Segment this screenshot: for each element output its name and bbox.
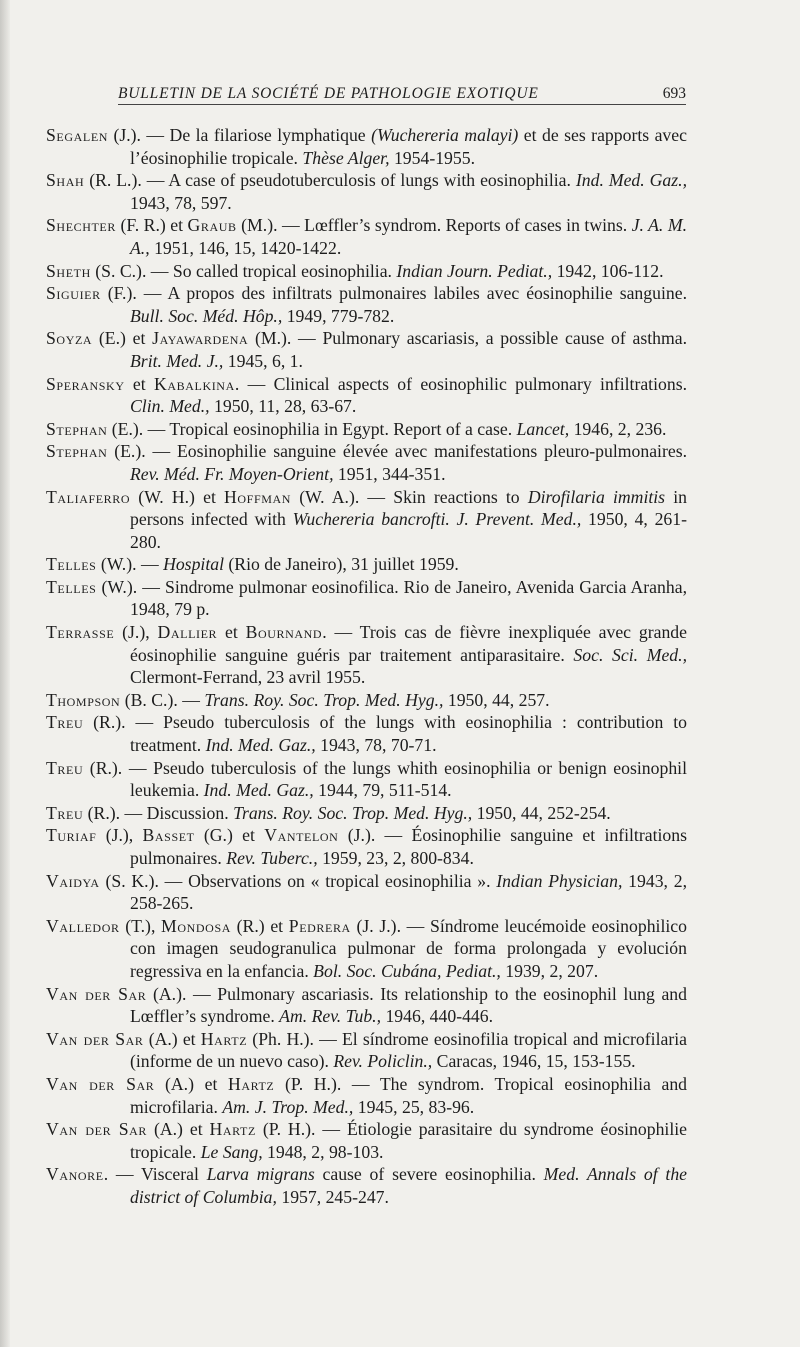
reference-entry — [46, 711, 687, 756]
reference-journal: Clin. Med., — [130, 396, 210, 417]
reference-text: 1950, 44, 257. — [443, 689, 550, 710]
reference-entry — [46, 757, 687, 802]
reference-author: Sheth — [46, 260, 91, 281]
reference-text: 1946, 440-446. — [381, 1006, 494, 1027]
reference-text: (E.). — Tropical eosinophilia in Egypt. Report of a case. — [107, 418, 517, 439]
reference-entry — [46, 124, 687, 169]
reference-journal: Bol. Soc. Cubána, Pediat., — [313, 960, 501, 981]
reference-text: . — Trois cas de fièvre inexpliquée avec grande éosinophilie sanguine guéris par traitement antiparasitaire. — [130, 622, 687, 665]
reference-text: 1945, 25, 83-96. — [353, 1096, 475, 1117]
reference-text: (J.), — [114, 622, 158, 643]
reference-text: (J. J.). — Síndrome leucémoide eosinophilico con imagen seudogranulica pulmonar de forma prolongada y evolución regressiva en la enfancia. — [130, 915, 687, 981]
reference-author: Hoffman — [224, 486, 292, 507]
reference-entry — [46, 486, 687, 554]
reference-text: 1950, 4, 261-280. — [130, 509, 687, 552]
reference-entry — [46, 440, 687, 485]
reference-text: et — [124, 373, 154, 394]
reference-entry — [46, 1073, 687, 1118]
reference-entry — [46, 1163, 687, 1208]
reference-author: Thompson — [46, 689, 121, 710]
reference-text: (A.) et — [143, 1028, 201, 1049]
reference-text: (P. H.). — Étiologie parasitaire du syndrome éosinophilie tropicale. — [130, 1119, 688, 1162]
reference-entry — [46, 802, 687, 825]
reference-entry — [46, 282, 687, 327]
reference-author: Stephan — [46, 441, 108, 462]
reference-author: Vaidya — [46, 870, 100, 891]
reference-text: 1950, 44, 252-254. — [472, 802, 611, 823]
reference-author: Telles — [46, 576, 97, 597]
reference-author: Dallier — [157, 622, 218, 643]
reference-text: (F.). — A propos des infiltrats pulmonaires labiles avec éosinophilie sanguine. — [100, 283, 687, 304]
reference-author: Van der Sar — [46, 1073, 155, 1094]
reference-text: (R.). — Pseudo tuberculosis of the lungs with eosinophilia : contribution to treatment. — [83, 712, 687, 756]
reference-text: (A.) et — [154, 1073, 228, 1094]
reference-author: Terrasse — [46, 622, 115, 643]
reference-journal: Brit. Med. J., — [130, 350, 224, 371]
reference-text: (E.). — Eosinophilie sanguine élevée avec manifestations pleuro-pulmonaires. — [107, 441, 687, 462]
reference-text: (S. C.). — So called tropical eosinophilia. — [90, 260, 397, 281]
reference-journal: Trans. Roy. Soc. Trop. Med. Hyg., — [204, 689, 444, 710]
reference-text: 1950, 11, 28, 63-67. — [209, 396, 357, 417]
reference-text: (R.) et — [230, 915, 289, 936]
reference-text: (Ph. H.). — El síndrome eosinofilia tropical and microfilaria (informe de un nuevo caso). — [130, 1028, 687, 1072]
reference-author: Siguier — [46, 283, 101, 304]
reference-text: 1948, 2, 98-103. — [262, 1141, 384, 1162]
reference-author: Van der Sar — [46, 983, 147, 1004]
reference-journal: Ind. Med. Gaz., — [205, 735, 316, 756]
reference-text: 1959, 23, 2, 800-834. — [317, 848, 474, 868]
reference-text: 1949, 779-782. — [282, 305, 395, 326]
reference-text: 1946, 2, 236. — [569, 418, 667, 439]
reference-text: 1943, 2, 258-265. — [130, 870, 688, 914]
reference-text: 1954-1955. — [389, 147, 476, 168]
reference-text: in persons infected with — [130, 486, 688, 530]
reference-entry — [46, 576, 687, 621]
reference-text: . — Clinical aspects of eosinophilic pulmonary infiltrations. — [234, 373, 688, 394]
reference-entry — [46, 870, 687, 915]
reference-text: 1943, 78, 597. — [130, 192, 232, 213]
reference-author: Shah — [46, 170, 85, 191]
reference-text: et de ses rapports avec l’éosinophilie tropicale. — [130, 125, 687, 168]
reference-author: Mondosa — [161, 915, 231, 936]
reference-author: Pedrera — [288, 915, 351, 936]
reference-text: (M.). — Lœffler’s syndrom. Reports of cases in twins. — [236, 215, 632, 236]
reference-text: Caracas, 1946, 15, 153-155. — [432, 1051, 636, 1072]
reference-text: cause of severe eosinophilia. — [314, 1164, 544, 1185]
reference-entry — [46, 214, 687, 259]
reference-text: (G.) et — [194, 825, 265, 846]
reference-entry — [46, 1118, 687, 1163]
reference-author: Van der Sar — [46, 1028, 144, 1049]
running-header — [118, 82, 686, 106]
reference-author: Graub — [187, 215, 237, 236]
reference-text: 1942, 106-112. — [552, 260, 664, 281]
reference-text: (A.) et — [147, 1119, 210, 1140]
reference-text: (M.). — Pulmonary ascariasis, a possible cause of asthma. — [248, 328, 688, 349]
reference-text: 1957, 245-247. — [276, 1186, 389, 1207]
reference-text: (R.). — Discussion. — [83, 802, 234, 823]
reference-entry — [46, 1028, 687, 1073]
page-edge-shadow — [0, 0, 10, 1347]
reference-entry — [46, 689, 687, 712]
reference-author: Speransky — [46, 373, 125, 394]
reference-text: (P. H.). — The syndrom. Tropical eosinophilia and microfilaria. — [130, 1073, 688, 1117]
reference-text: (R. L.). — A case of pseudotuberculosis of lungs with eosinophilia. — [84, 170, 576, 191]
reference-author: Basset — [142, 825, 195, 846]
reference-journal: J. A. M. A., — [130, 215, 687, 258]
reference-text: et — [217, 622, 246, 643]
reference-author: Bournand — [245, 622, 323, 643]
reference-text: (W. A.). — Skin reactions to — [291, 486, 528, 507]
reference-author: Telles — [46, 554, 97, 575]
reference-journal: Indian Physician, — [496, 870, 623, 891]
reference-journal: Dirofilaria immitis — [527, 486, 666, 507]
reference-text: (J.), — [96, 825, 143, 846]
journal-title: BULLETIN DE LA SOCIÉTÉ DE PATHOLOGIE EXOTIQUE — [118, 85, 539, 102]
reference-entry — [46, 621, 687, 689]
reference-text: (S. K.). — Observations on « tropical eosinophilia ». — [99, 870, 497, 891]
reference-author: Hartz — [227, 1073, 275, 1094]
reference-text: 1951, 344-351. — [333, 463, 446, 484]
reference-text: (W. H.) et — [130, 486, 225, 507]
reference-text: (Rio de Janeiro), 31 juillet 1959. — [224, 554, 459, 575]
reference-author: Segalen — [46, 125, 109, 145]
reference-text: (E.) et — [92, 328, 153, 349]
reference-author: Treu — [46, 757, 84, 778]
reference-journal: Bull. Soc. Méd. Hôp., — [130, 305, 283, 326]
reference-journal: Soc. Sci. Med., — [573, 644, 687, 665]
reference-author: Van der Sar — [46, 1119, 148, 1140]
reference-journal: Lancet, — [516, 418, 570, 439]
reference-entry — [46, 983, 687, 1028]
reference-author: Valledor — [46, 915, 120, 936]
reference-entry — [46, 327, 687, 372]
reference-entry — [46, 373, 687, 418]
reference-entry — [46, 915, 687, 983]
reference-text: 1944, 79, 511-514. — [313, 780, 452, 801]
reference-entry — [46, 169, 687, 214]
reference-journal: Med. Annals of the district of Columbia, — [130, 1164, 688, 1207]
reference-entry — [46, 824, 687, 869]
reference-journal: Ind. Med. Gaz., — [203, 780, 314, 801]
reference-author: Stephan — [46, 418, 108, 439]
reference-entry — [46, 418, 687, 441]
reference-journal: (Wuchereria malayi) — [371, 125, 519, 145]
reference-journal: Larva migrans — [206, 1164, 315, 1185]
reference-text: (A.). — Pulmonary ascariasis. Its relationship to the eosinophil lung and Lœffler’s syndrome. — [130, 983, 687, 1027]
reference-entry — [46, 260, 687, 283]
reference-journal: Ind. Med. Gaz., — [575, 170, 687, 191]
reference-text: 1945, 6, 1. — [223, 350, 303, 371]
reference-journal: Indian Journ. Pediat., — [396, 260, 553, 281]
reference-text: (B. C.). — — [120, 689, 205, 710]
page-number: 693 — [662, 85, 686, 102]
reference-author: Turiaf — [46, 825, 97, 846]
reference-list — [46, 124, 687, 1209]
reference-author: Kabalkina — [154, 373, 235, 394]
reference-author: Treu — [46, 712, 84, 733]
reference-author: Jayawardena — [152, 328, 249, 349]
reference-author: Vanore — [46, 1164, 104, 1185]
reference-journal: Rev. Tuberc., — [226, 848, 318, 868]
reference-author: Shechter — [46, 215, 116, 236]
reference-journal: Le Sang, — [200, 1141, 263, 1162]
reference-journal: Rev. Méd. Fr. Moyen-Orient, — [130, 463, 334, 484]
header-rule — [118, 104, 686, 105]
reference-journal: Rev. Policlin., — [333, 1051, 433, 1072]
reference-text: (W.). — — [96, 554, 164, 575]
reference-text: (T.), — [119, 915, 162, 936]
reference-journal: Trans. Roy. Soc. Trop. Med. Hyg., — [233, 802, 473, 823]
reference-author: Treu — [46, 802, 84, 823]
reference-journal: Am. Rev. Tub., — [279, 1006, 382, 1027]
reference-entry — [46, 553, 687, 576]
reference-author: Taliaferro — [46, 486, 131, 507]
reference-text: 1939, 2, 207. — [500, 960, 599, 981]
reference-text: 1943, 78, 70-71. — [315, 735, 437, 756]
reference-journal: Hospital — [163, 554, 224, 575]
reference-text: (R.). — Pseudo tuberculosis of the lungs whith eosinophilia or benign eosinophil leukemia. — [83, 757, 687, 801]
reference-author: Hartz — [209, 1119, 256, 1140]
reference-text: (F. R.) et — [115, 215, 188, 236]
reference-text: Clermont-Ferrand, 23 avril 1955. — [130, 667, 366, 688]
reference-journal: Am. J. Trop. Med., — [222, 1096, 354, 1117]
reference-journal: Thèse Alger, — [302, 147, 390, 168]
reference-text: . — Visceral — [103, 1164, 207, 1185]
reference-author: Hartz — [200, 1028, 248, 1049]
reference-author: Soyza — [46, 328, 93, 349]
reference-journal: Wuchereria bancrofti. J. Prevent. Med., — [292, 509, 582, 530]
reference-text: (J.). — De la filariose lymphatique — [108, 125, 372, 145]
reference-text: (W.). — Sindrome pulmonar eosinofilica. Rio de Janeiro, Avenida Garcia Aranha, 1948, 79 p. — [96, 576, 687, 620]
reference-text: (J.). — Éosinophilie sanguine et infiltrations pulmonaires. — [130, 825, 687, 868]
reference-author: Vantelon — [264, 825, 339, 846]
reference-text: 1951, 146, 15, 1420-1422. — [149, 237, 342, 258]
